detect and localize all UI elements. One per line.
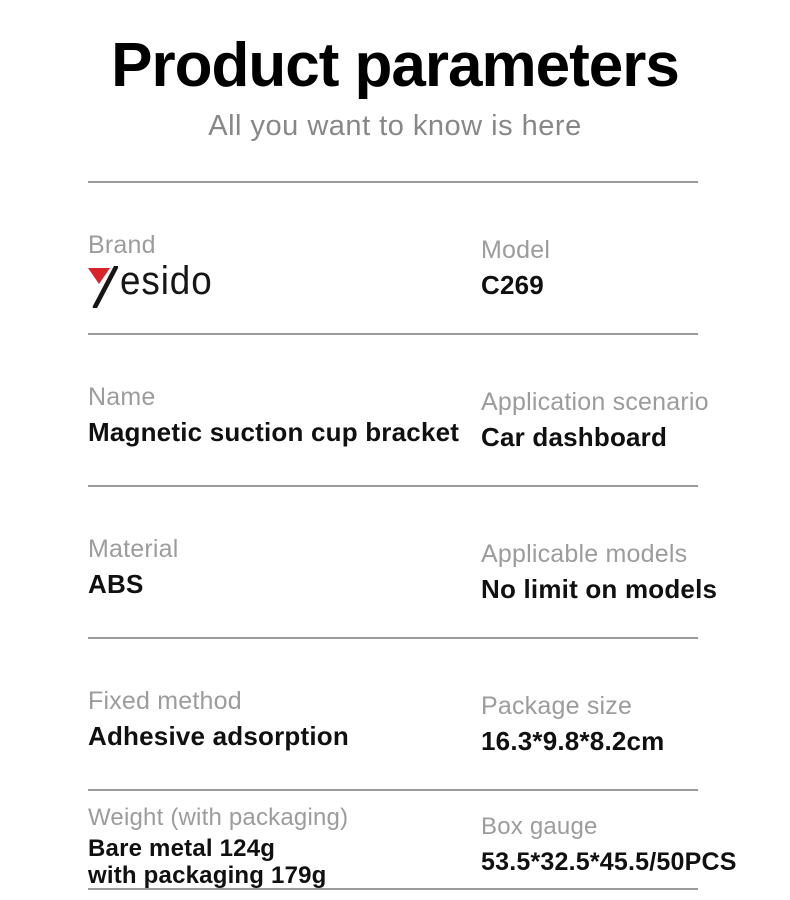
weight-value-line2: with packaging 179g: [88, 862, 327, 890]
page-subtitle: All you want to know is here: [208, 110, 582, 143]
name-label: Name: [88, 383, 156, 412]
material-cell: [88, 535, 481, 637]
name-cell: [88, 383, 481, 485]
scenario-label: Application scenario: [481, 388, 709, 417]
applicable-models-cell: [481, 535, 717, 637]
scenario-value: Car dashboard: [481, 422, 668, 453]
fixed-method-label: Fixed method: [88, 687, 242, 716]
fixed-method-cell: [88, 687, 481, 789]
page-title: Product parameters: [111, 31, 679, 100]
model-value: C269: [481, 270, 544, 301]
material-label: Material: [88, 535, 179, 564]
weight-cell: [88, 804, 481, 888]
spec-row-fixed-package: [88, 639, 698, 791]
box-gauge-value: 53.5*32.5*45.5/50PCS: [481, 848, 737, 877]
material-value: ABS: [88, 569, 144, 600]
weight-value-line1: Bare metal 124g: [88, 835, 276, 863]
brand-label: Brand: [88, 231, 156, 260]
model-label: Model: [481, 236, 551, 265]
spec-row-brand-model: [88, 183, 698, 335]
spec-row-material-models: [88, 487, 718, 639]
package-size-value: 16.3*9.8*8.2cm: [481, 726, 665, 757]
model-cell: [481, 231, 698, 333]
yesido-logo: [88, 259, 481, 305]
yesido-y-mark-icon: [88, 266, 118, 308]
weight-label: Weight (with packaging): [88, 804, 349, 832]
package-size-cell: [481, 687, 698, 789]
fixed-method-value: Adhesive adsorption: [88, 721, 349, 752]
page-header: [0, 0, 790, 143]
name-value: Magnetic suction cup bracket: [88, 417, 460, 448]
spec-sheet: [88, 181, 737, 890]
brand-cell: [88, 231, 481, 333]
applicable-models-value: No limit on models: [481, 574, 718, 605]
box-gauge-label: Box gauge: [481, 813, 598, 841]
yesido-logo-text: esido: [120, 259, 213, 304]
spec-row-weight-box: [88, 791, 737, 890]
applicable-models-label: Applicable models: [481, 540, 688, 569]
scenario-cell: [481, 383, 709, 485]
box-gauge-cell: [481, 804, 737, 888]
package-size-label: Package size: [481, 692, 633, 721]
spec-row-name-scenario: [88, 335, 709, 487]
